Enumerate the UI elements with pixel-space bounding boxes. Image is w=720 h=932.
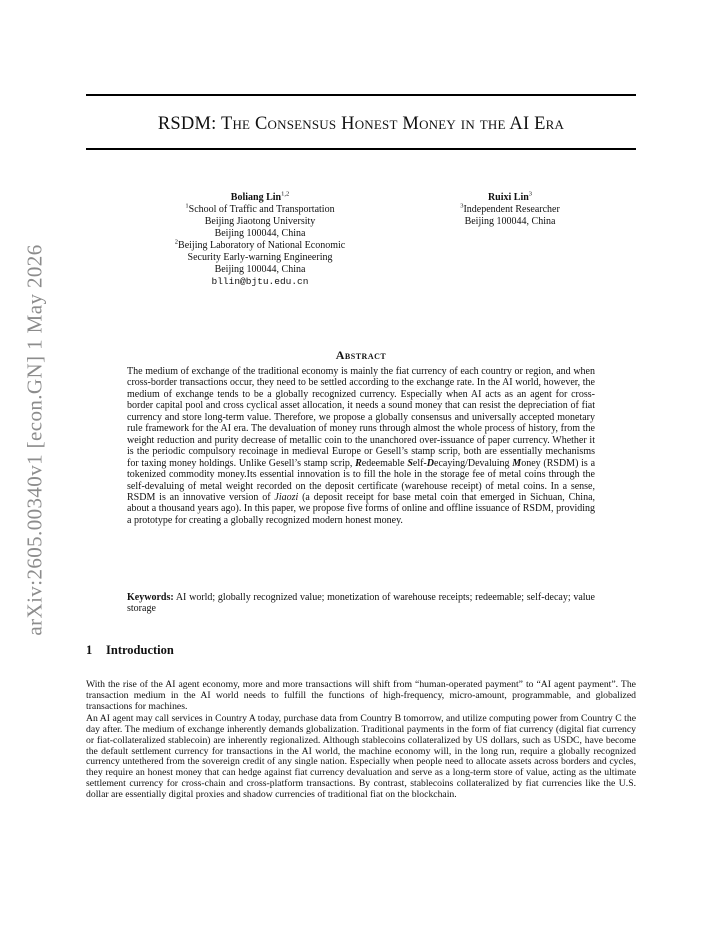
author-name-1: Boliang Lin$^{1,2}$ [230, 190, 290, 203]
section-heading: 1 Introduction [86, 643, 174, 657]
affiliation-3: $^3$Independent Researcher [460, 202, 560, 215]
paragraph-2: An AI agent may call services in Country A today, purchase data from Country B tomorrow, and utilize computing power from Country C the day after. The medium of exchange inherently demands globalization. Traditional payments in the form of fiat currency (digital fiat currency or fiat-collateralized stablecoin) are inherently regionalized. Although stablecoins collateralized by US dollars, such as USDC, have become the default settlement currency for transactions in the AI world, the machine economy will, in the long run, require a globally recognized currency untethered from the sovereign credit of any single nation. Especially when people need to allocate assets across borders and cycles, they require an honest money that can hedge against fiat currency devaluation and serve as a long-term store of value, acting as the ultimate settlement currency for cross-chain and cross-platform transactions. By contrast, stablecoins collateralized by fiat currencies like the U.S. dollar are essentially digital proxies and shadow currencies of traditional fiat on the blockchain. [86, 713, 636, 800]
affiliation-1-line: Beijing 100044, China [214, 228, 306, 239]
title-rule-bottom [86, 148, 636, 150]
affiliation-2: $^2$Beijing Laboratory of National Economic [174, 238, 346, 251]
author-block-2 [420, 192, 600, 228]
keywords-text: AI world; globally recognized value; monetization of warehouse receipts; redeemable; self-decay; value storage [127, 592, 595, 615]
affiliation-1: $^1$School of Traffic and Transportation [185, 202, 335, 215]
affiliation-1-line: Beijing Jiaotong University [204, 216, 316, 227]
abstract-body: The medium of exchange of the traditional economy is mainly the fiat currency of each country or region, and when cross-border transactions occur, they need to be settled according to the exchange rate. In the AI world, however, the medium of exchange tends to be a globally recognized currency. Especially when AI acts as an agent for cross-border capital pool and cross cyclical asset allocation, it needs a sound money that can resist the depreciation of fiat currency and store long-term value. Therefore, we propose a globally consensus and universally accepted monetary rule framework for the AI era. The devaluation of money runs through almost the whole process of history, from the weight reduction and purity decrease of metallic coin to the unanchored over-issuance of paper currency. Whether it is the periodic compulsory recoinage in medieval Europe or Gesell’s stamp scrip, both are essentially mechanisms for taxing money holdings. Unlike Gesell’s stamp scrip, Redeemable Self-Decaying/Devaluing Money (RSDM) is a tokenized commodity money.Its essential innovation is to fill the hole in the storage fee of metal coins through the self-devaluing of metal weight recorded on the deposit certificate (warehouse receipt) of metal coins. In a sense, RSDM is an innovative version of Jiaozi (a deposit receipt for base metal coin that emerged in Sichuan, China, about a thousand years ago). In this paper, we propose five forms of online and offline issuance of RSDM, providing a prototype for creating a globally recognized modern honest money. [127, 366, 596, 526]
affiliation-2-line: Beijing 100044, China [214, 264, 306, 275]
abstract-heading: Abstract [335, 348, 387, 362]
arxiv-identifier: arXiv:2605.00340v1 [econ.GN] 1 May 2026 [22, 244, 47, 636]
paragraph-1: With the rise of the AI agent economy, more and more transactions will shift from “human-operated payment” to “AI agent payment”. The transaction medium in the AI world needs to fulfill the functions of high-frequency, micro-amount, programmable, and globalized transactions for machines. [86, 679, 636, 712]
keywords [127, 592, 595, 615]
author-block-1 [150, 192, 370, 288]
author-email[interactable]: bllin@bjtu.edu.cn [211, 276, 309, 287]
title-rule-top [86, 94, 636, 96]
paper-title: RSDM: The Consensus Honest Money in the AI Era [157, 114, 565, 134]
affiliation-2-line: Security Early-warning Engineering [187, 252, 333, 263]
author-name-2: Ruixi Lin$^3$ [487, 190, 533, 203]
keywords-label: Keywords: [127, 592, 174, 603]
affiliation-3-line: Beijing 100044, China [464, 216, 556, 227]
